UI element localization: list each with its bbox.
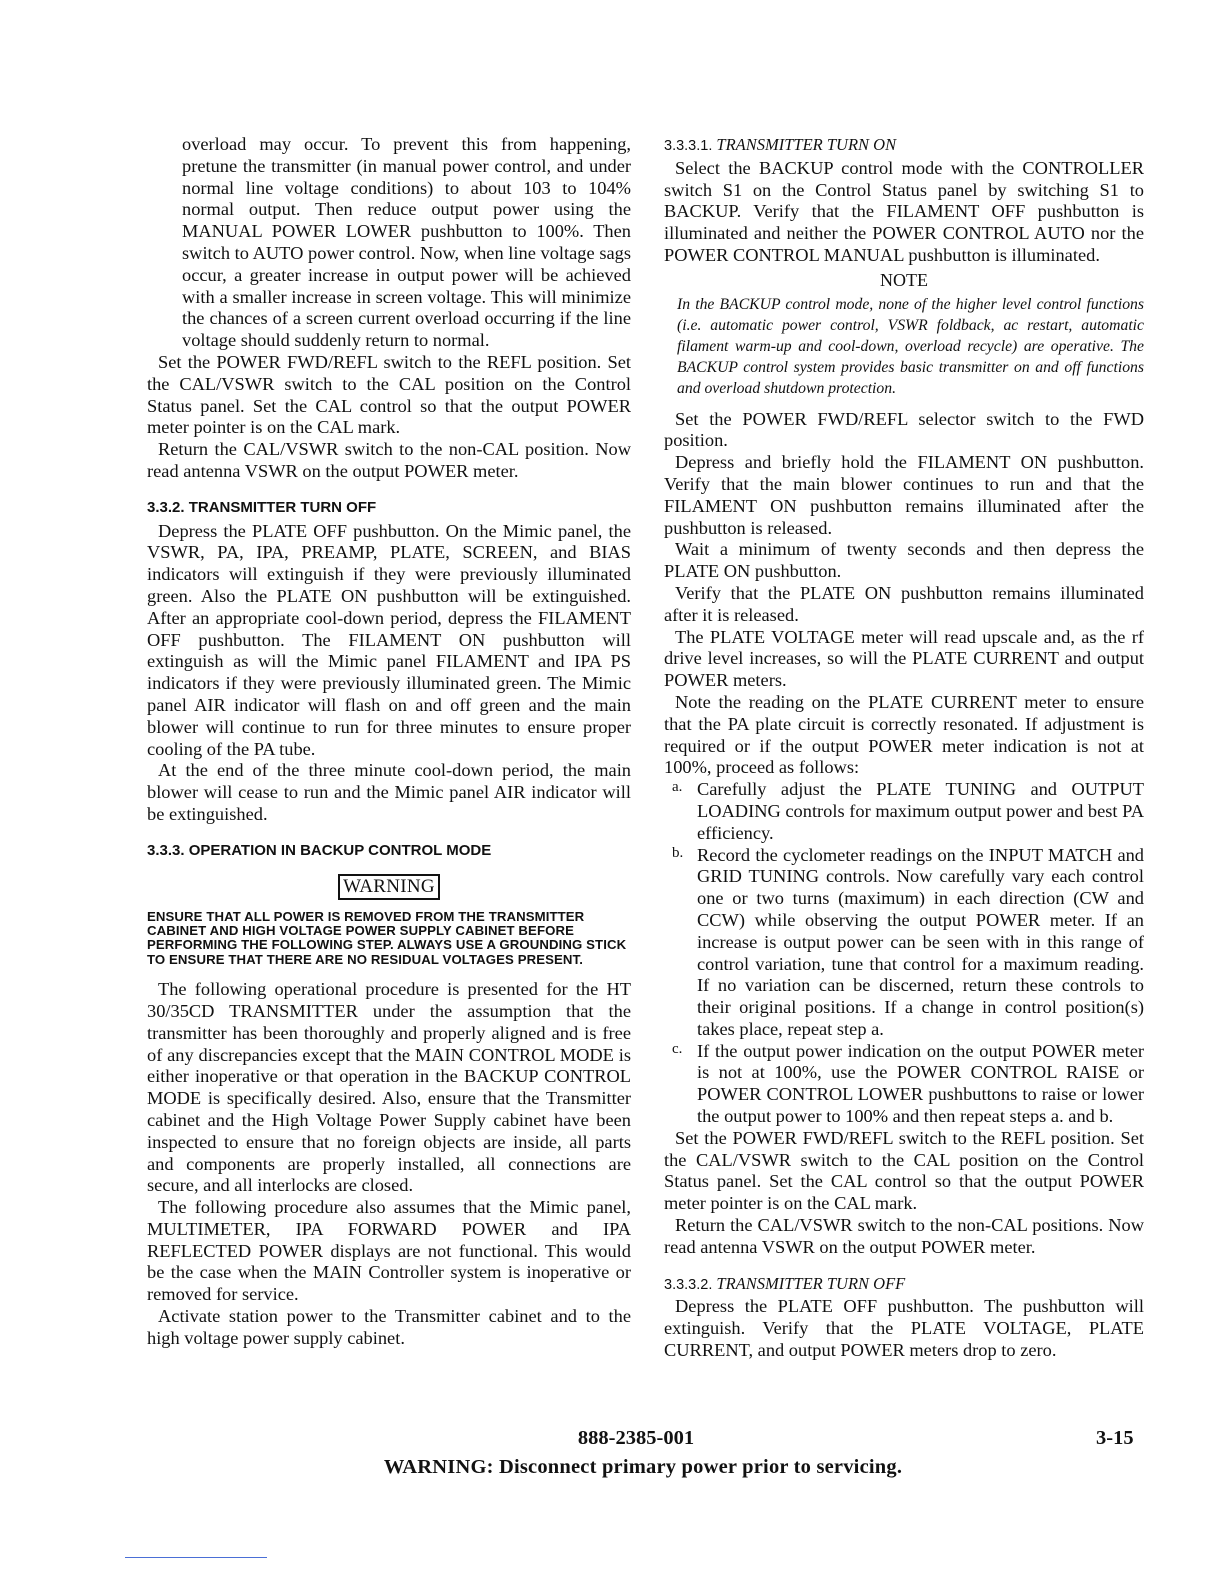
paragraph-return-cal-vswr: Return the CAL/VSWR switch to the non-CAL position. Now read antenna VSWR on the output POWER meter. <box>147 439 631 481</box>
paragraph-overload-pretune: overload may occur. To prevent this from happening, pretune the transmitter (in manual power control, and under normal line voltage conditions) to about 103 to 104% normal output. Then reduce output power using the MANUAL POWER LOWER pushbutton to 100%. Then switch to AUTO power control. Now, when line voltage sags occur, a greater increase in output power will be achieved with a smaller increase in screen voltage. This will minimize the chances of a screen current overload occurring if the line voltage should suddenly return to normal. <box>182 134 631 351</box>
paragraph-set-power-refl: Set the POWER FWD/REFL switch to the REFL position. Set the CAL/VSWR switch to the CAL position on the Control Status panel. Set the CAL control so that the output POWER meter pointer is on the CAL mark. <box>147 351 631 438</box>
paragraph-procedure-assumption: The following operational procedure is presented for the HT 30/35CD TRANSMITTER under the assumption that the transmitter has been thoroughly and properly aligned and is free of any discrepancies except that the MAIN CONTROL MODE is either inoperative or that operation in the BACKUP CONTROL MODE is specifically desired. Also, ensure that the Transmitter cabinet and the High Voltage Power Supply cabinet have been inspected to ensure that no foreign objects are inside, all parts and components are properly installed, all connections are secure, and all interlocks are closed. <box>147 979 631 1196</box>
page-number: 3-15 <box>1096 1427 1134 1449</box>
paragraph-activate-station-power: Activate station power to the Transmitter cabinet and to the high voltage power supply cabinet. <box>147 1306 631 1348</box>
paragraph-set-fwd: Set the POWER FWD/REFL selector switch to the FWD position. <box>664 408 1144 451</box>
warning-label-wrap <box>147 874 631 900</box>
section-title: TRANSMITTER TURN ON <box>716 135 897 154</box>
list-item <box>664 845 1144 1041</box>
list-item-label: c. <box>672 1040 683 1057</box>
paragraph-verify-plate-on: Verify that the PLATE ON pushbutton remains illuminated after it is released. <box>664 582 1144 625</box>
document-number: 888-2385-001 <box>577 1427 695 1449</box>
paragraph-return-cal-vswr-2: Return the CAL/VSWR switch to the non-CAL positions. Now read antenna VSWR on the output POWER meter. <box>664 1215 1144 1257</box>
list-item <box>664 779 1144 844</box>
list-item <box>664 1041 1144 1128</box>
paragraph-depress-plate-off: Depress the PLATE OFF pushbutton. The pushbutton will extinguish. Verify that the PLATE VOLTAGE, PLATE CURRENT, and output POWER meters drop to zero. <box>664 1296 1144 1361</box>
paragraph-plate-off: Depress the PLATE OFF pushbutton. On the Mimic panel, the VSWR, PA, IPA, PREAMP, PLATE, SCREEN, and BIAS indicators will extinguish if they were previously illuminated green. Also the PLATE ON pushbutton will be extinguished. After an appropriate cool-down period, depress the FILAMENT OFF pushbutton. The FILAMENT ON pushbutton will extinguish as will the Mimic panel FILAMENT and IPA PS indicators if they were previously illuminated green. The Mimic panel AIR indicator will flash on and off green and the main blower will continue to run for three minutes to ensure proper cooling of the PA tube. <box>147 520 631 759</box>
list-item-text: Carefully adjust the PLATE TUNING and OUTPUT LOADING controls for maximum output power and best PA efficiency. <box>697 779 1144 843</box>
section-number: 3.3.3.2. <box>664 1276 713 1293</box>
heading-transmitter-turn-on <box>664 134 1144 158</box>
paragraph-displays-not-functional: The following procedure also assumes that the Mimic panel, MULTIMETER, IPA FORWARD POWER and IPA REFLECTED POWER displays are not functional. This would be the case when the MAIN Controller system is inoperative or removed for service. <box>147 1197 631 1305</box>
right-column <box>664 134 1144 1362</box>
paragraph-filament-on: Depress and briefly hold the FILAMENT ON pushbutton. Verify that the main blower continues to run and that the FILAMENT ON pushbutton remains illuminated after the pushbutton is released. <box>664 452 1144 538</box>
list-item-text: Record the cyclometer readings on the INPUT MATCH and GRID TUNING controls. Now carefully vary each control one or two turns (maximum) in each direction (CW and CCW) while observing the output POWER meter. If an increase is output power can be seen with in this range of control variation, tune that control for a maximum reading. If no variation can be discerned, return these controls to their original positions. If a change in control position(s) takes place, repeat step a. <box>697 844 1144 1039</box>
heading-transmitter-turn-off-backup <box>664 1273 1144 1297</box>
list-item-label: a. <box>672 779 683 796</box>
paragraph-wait-plate-on: Wait a minimum of twenty seconds and then depress the PLATE ON pushbutton. <box>664 539 1144 582</box>
paragraph-plate-voltage: The PLATE VOLTAGE meter will read upscale and, as the rf drive level increases, so will the PLATE CURRENT and output POWER meters. <box>664 626 1144 691</box>
paragraph-cool-down: At the end of the three minute cool-down period, the main blower will cease to run and the Mimic panel AIR indicator will be extinguished. <box>147 760 631 824</box>
warning-label: WARNING <box>338 874 440 900</box>
paragraph-set-power-refl-2: Set the POWER FWD/REFL switch to the REFL position. Set the CAL/VSWR switch to the CAL position on the Control Status panel. Set the CAL control so that the output POWER meter pointer is on the CAL mark. <box>664 1127 1144 1214</box>
note-text: In the BACKUP control mode, none of the higher level control functions (i.e. automatic power control, VSWR foldback, ac restart, automatic filament warm-up and cool-down, overload recycle) are operative. The BACKUP control system provides basic transmitter on and off functions and overload shutdown protection. <box>677 295 1144 397</box>
warning-text: ENSURE THAT ALL POWER IS REMOVED FROM THE TRANSMITTER CABINET AND HIGH VOLTAGE POWER SUPPLY CABINET BEFORE PERFORMING THE FOLLOWING STEP. ALWAYS USE A GROUNDING STICK TO ENSURE THAT THERE ARE NO RESIDUAL VOLTAGES PRESENT. <box>147 908 627 967</box>
section-number: 3.3.3.1. <box>664 138 713 154</box>
heading-transmitter-turn-off: 3.3.2. TRANSMITTER TURN OFF <box>147 498 377 516</box>
list-item-label: b. <box>672 844 684 861</box>
left-column <box>147 134 631 1350</box>
footnote-divider <box>125 1557 267 1558</box>
footer-warning: WARNING: Disconnect primary power prior to servicing. <box>383 1456 903 1478</box>
section-title: TRANSMITTER TURN OFF <box>716 1273 906 1293</box>
paragraph-plate-current: Note the reading on the PLATE CURRENT meter to ensure that the PA plate circuit is correctly resonated. If adjustment is required or if the output POWER meter indication is not at 100%, proceed as follows: <box>664 691 1144 778</box>
paragraph-select-backup: Select the BACKUP control mode with the CONTROLLER switch S1 on the Control Status panel by switching S1 to BACKUP. Verify that the FILAMENT OFF pushbutton is illuminated and neither the POWER CONTROL AUTO nor the POWER CONTROL MANUAL pushbutton is illuminated. <box>664 157 1144 265</box>
heading-backup-control-mode: 3.3.3. OPERATION IN BACKUP CONTROL MODE <box>147 841 492 859</box>
note-label: NOTE <box>880 269 928 290</box>
adjustment-steps-list <box>664 779 1144 1128</box>
list-item-text: If the output power indication on the output POWER meter is not at 100%, use the POWER CONTROL RAISE or POWER CONTROL LOWER pushbuttons to raise or lower the output power to 100% and then repeat steps a. and b. <box>697 1040 1144 1127</box>
